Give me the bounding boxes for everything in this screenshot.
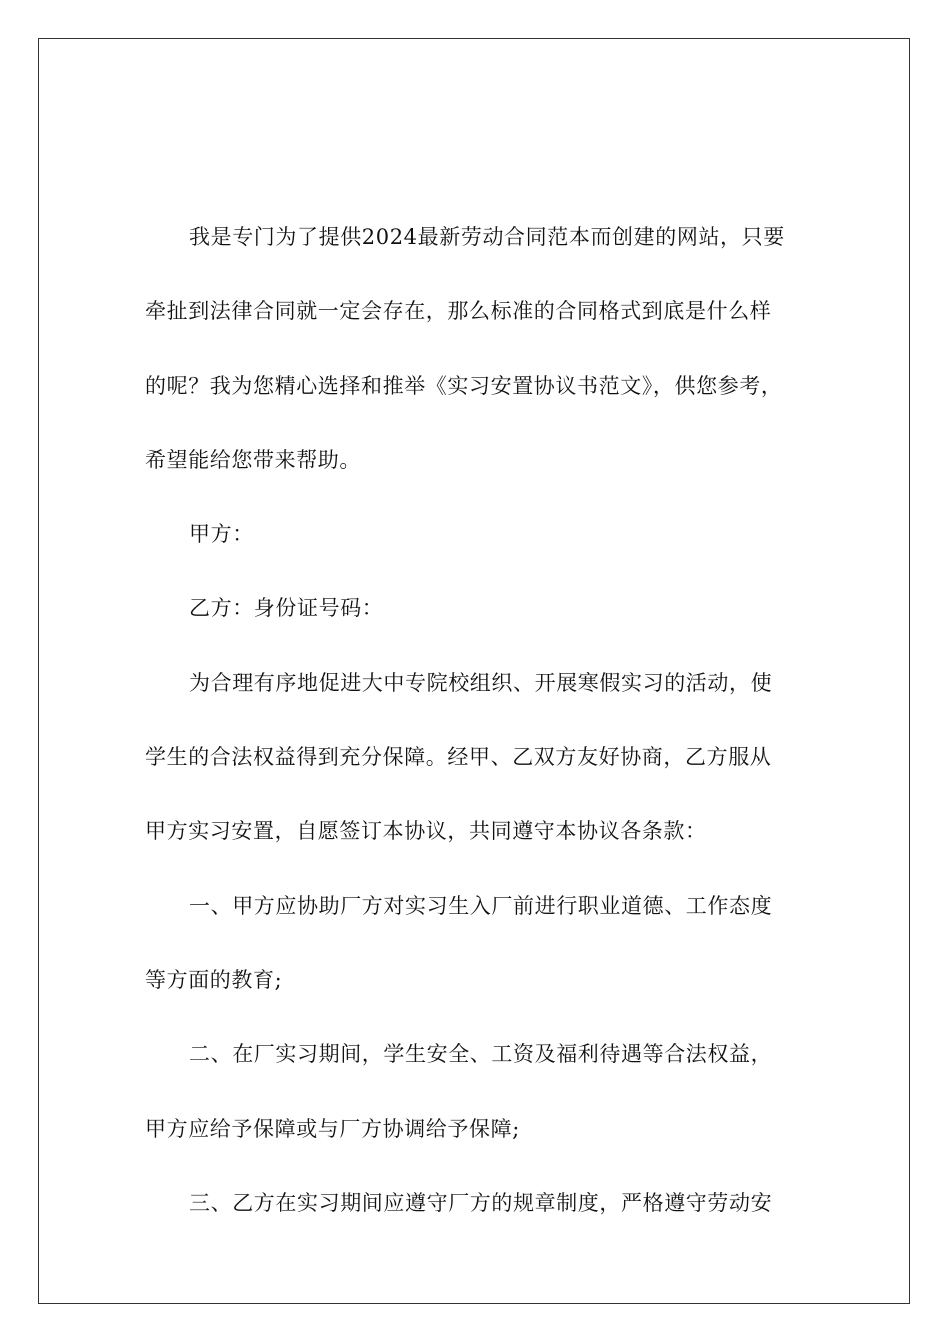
- paragraph-line: 的呢？我为您精心选择和推举《实习安置协议书范文》，供您参考，: [145, 373, 783, 398]
- clause-line: 一、甲方应协助厂方对实习生入厂前进行职业道德、工作态度: [189, 893, 773, 918]
- party-a-label: 甲方：: [189, 522, 254, 547]
- paragraph-line: 为合理有序地促进大中专院校组织、开展寒假实习的活动，使: [189, 670, 773, 695]
- party-b-label: 乙方：身份证号码：: [189, 596, 384, 621]
- paragraph-line: 甲方实习安置，自愿签订本协议，共同遵守本协议各条款：: [145, 819, 707, 844]
- paragraph-line: 希望能给您带来帮助。: [145, 447, 361, 472]
- clause-line: 等方面的教育;: [145, 967, 283, 992]
- clause-line: 甲方应给予保障或与厂方协调给予保障;: [145, 1116, 520, 1141]
- paragraph-line: 我是专门为了提供2024最新劳动合同范本而创建的网站，只要: [189, 225, 785, 249]
- paragraph-line: 牵扯到法律合同就一定会存在，那么标准的合同格式到底是什么样: [145, 299, 772, 324]
- document-body: [145, 200, 805, 1240]
- clause-line: 二、在厂实习期间，学生安全、工资及福利待遇等合法权益，: [189, 1042, 773, 1067]
- paragraph-line: 学生的合法权益得到充分保障。经甲、乙双方友好协商，乙方服从: [145, 745, 772, 770]
- clause-line: 三、乙方在实习期间应遵守厂方的规章制度，严格遵守劳动安: [189, 1190, 773, 1215]
